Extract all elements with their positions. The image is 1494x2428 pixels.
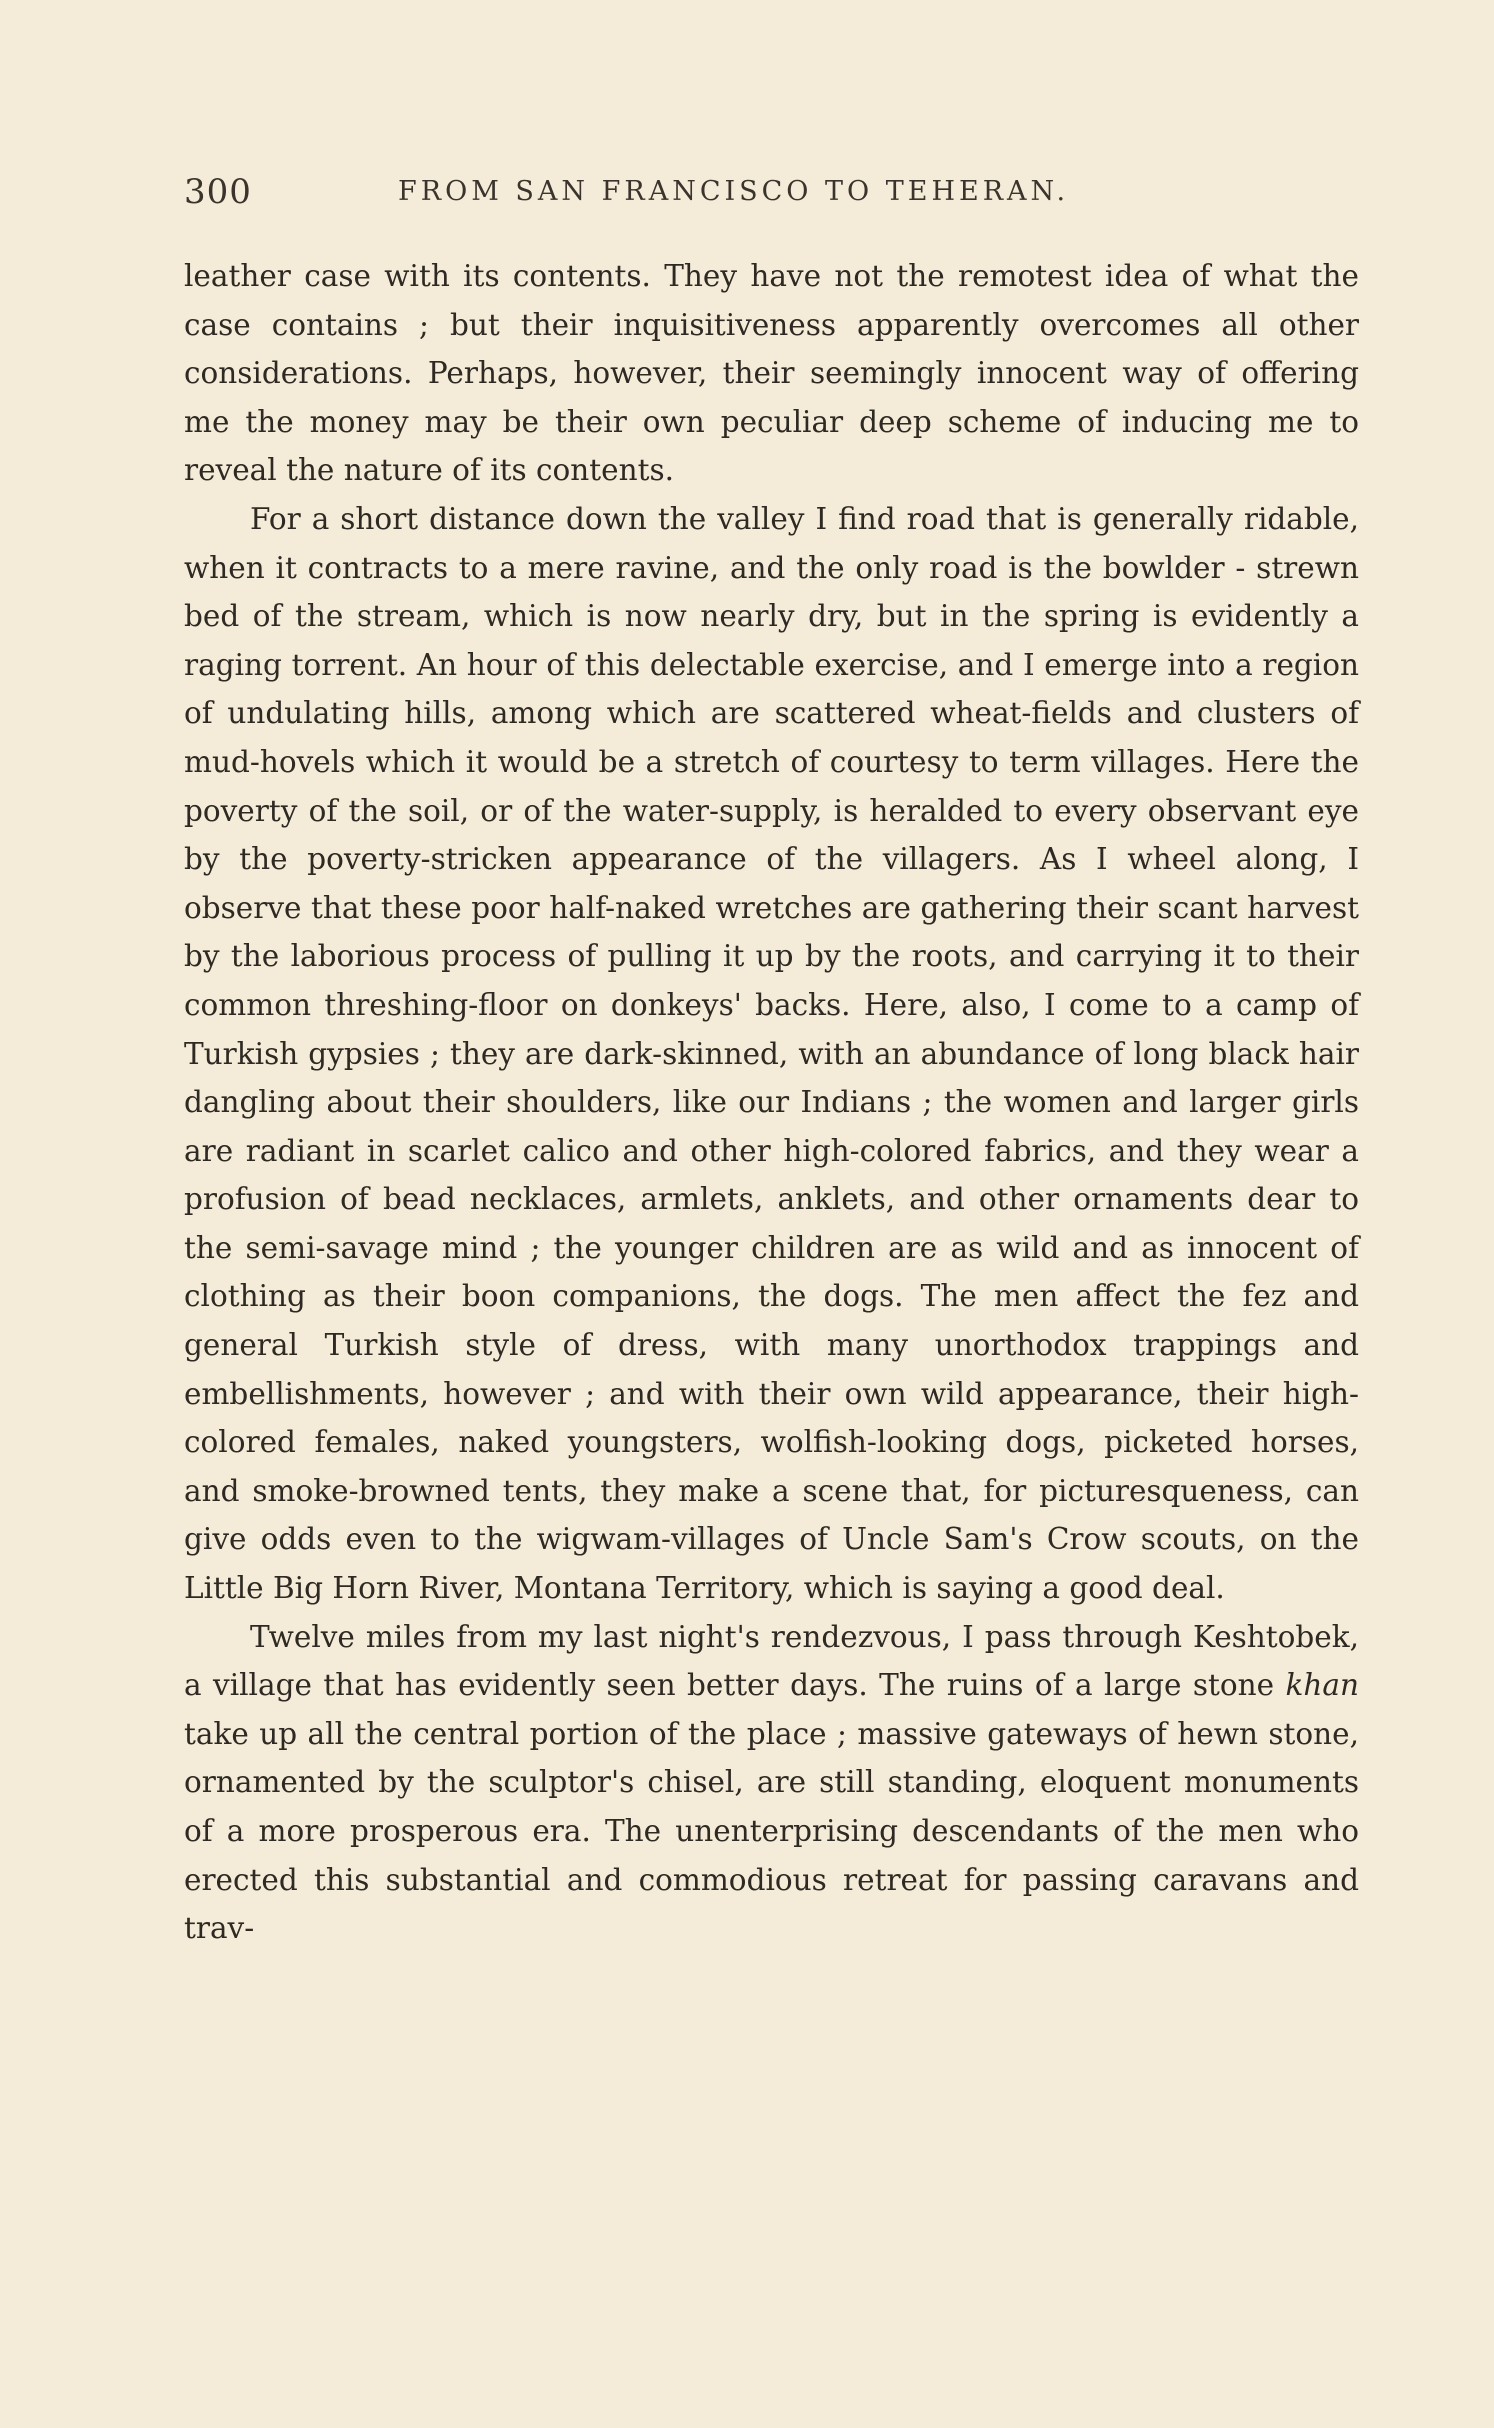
paragraph-2: For a short distance down the valley I find road that is generally ridable, when it contracts to a mere ravine, and the only road is the bowlder - strewn bed of the stream, which is now nearly dry, but in the spring is evidently a raging torrent. An hour of this delectable exercise, and I emerge into a region of undulating hills, among which are scattered wheat-fields and clusters of mud-hovels which it would be a stretch of courtesy to term villages. Here the poverty of the soil, or of the water-supply, is heralded to every observant eye by the poverty-stricken appearance of the villagers. As I wheel along, I observe that these poor half-naked wretches are gathering their scant harvest by the laborious process of pulling it up by the roots, and carrying it to their common threshing-floor on donkeys' backs. Here, also, I come to a camp of Turkish gypsies ; they are dark-skinned, with an abundance of long black hair dangling about their shoulders, like our Indians ; the women and larger girls are radiant in scarlet calico and other high-colored fabrics, and they wear a profusion of bead necklaces, armlets, anklets, and other ornaments dear to the semi-savage mind ; the younger children are as wild and as innocent of clothing as their boon companions, the dogs. The men affect the fez and general Turkish style of dress, with many unorthodox trappings and embellishments, however ; and with their own wild appearance, their high-colored females, naked youngsters, wolfish-looking dogs, picketed horses, and smoke-browned tents, they make a scene that, for picturesqueness, can give odds even to the wigwam-villages of Uncle Sam's Crow scouts, on the Little Big Horn River, Montana Territory, which is saying a good deal.: [184, 501, 1359, 1606]
page-header: [184, 172, 1359, 222]
page-number: 300: [184, 172, 252, 212]
paragraph-3: [184, 1613, 1359, 1953]
paragraph-1: leather case with its contents. They have not the remotest idea of what the case contains ; but their inquisitiveness apparently overcomes all other considerations. Perhaps, however, their seemingly innocent way of offering me the money may be their own peculiar deep scheme of inducing me to reveal the nature of its contents.: [184, 259, 1359, 488]
paragraph-3-part-1: Twelve miles from my last night's rendezvous, I pass through Keshtobek, a village that has evidently seen better days. The ruins of a large stone: [184, 1619, 1359, 1703]
paragraph-3-part-2: take up all the central portion of the place ; massive gateways of hewn stone, ornamented by the sculptor's chisel, are still standing, eloquent monuments of a more prosperous era. The unenterprising descendants of the men who erected this substantial and commodious retreat for passing caravans and trav-: [184, 1716, 1359, 1946]
italic-word-khan: khan: [1285, 1668, 1359, 1703]
body-text: [184, 252, 1359, 1953]
running-title: FROM SAN FRANCISCO TO TEHERAN.: [398, 176, 1070, 207]
